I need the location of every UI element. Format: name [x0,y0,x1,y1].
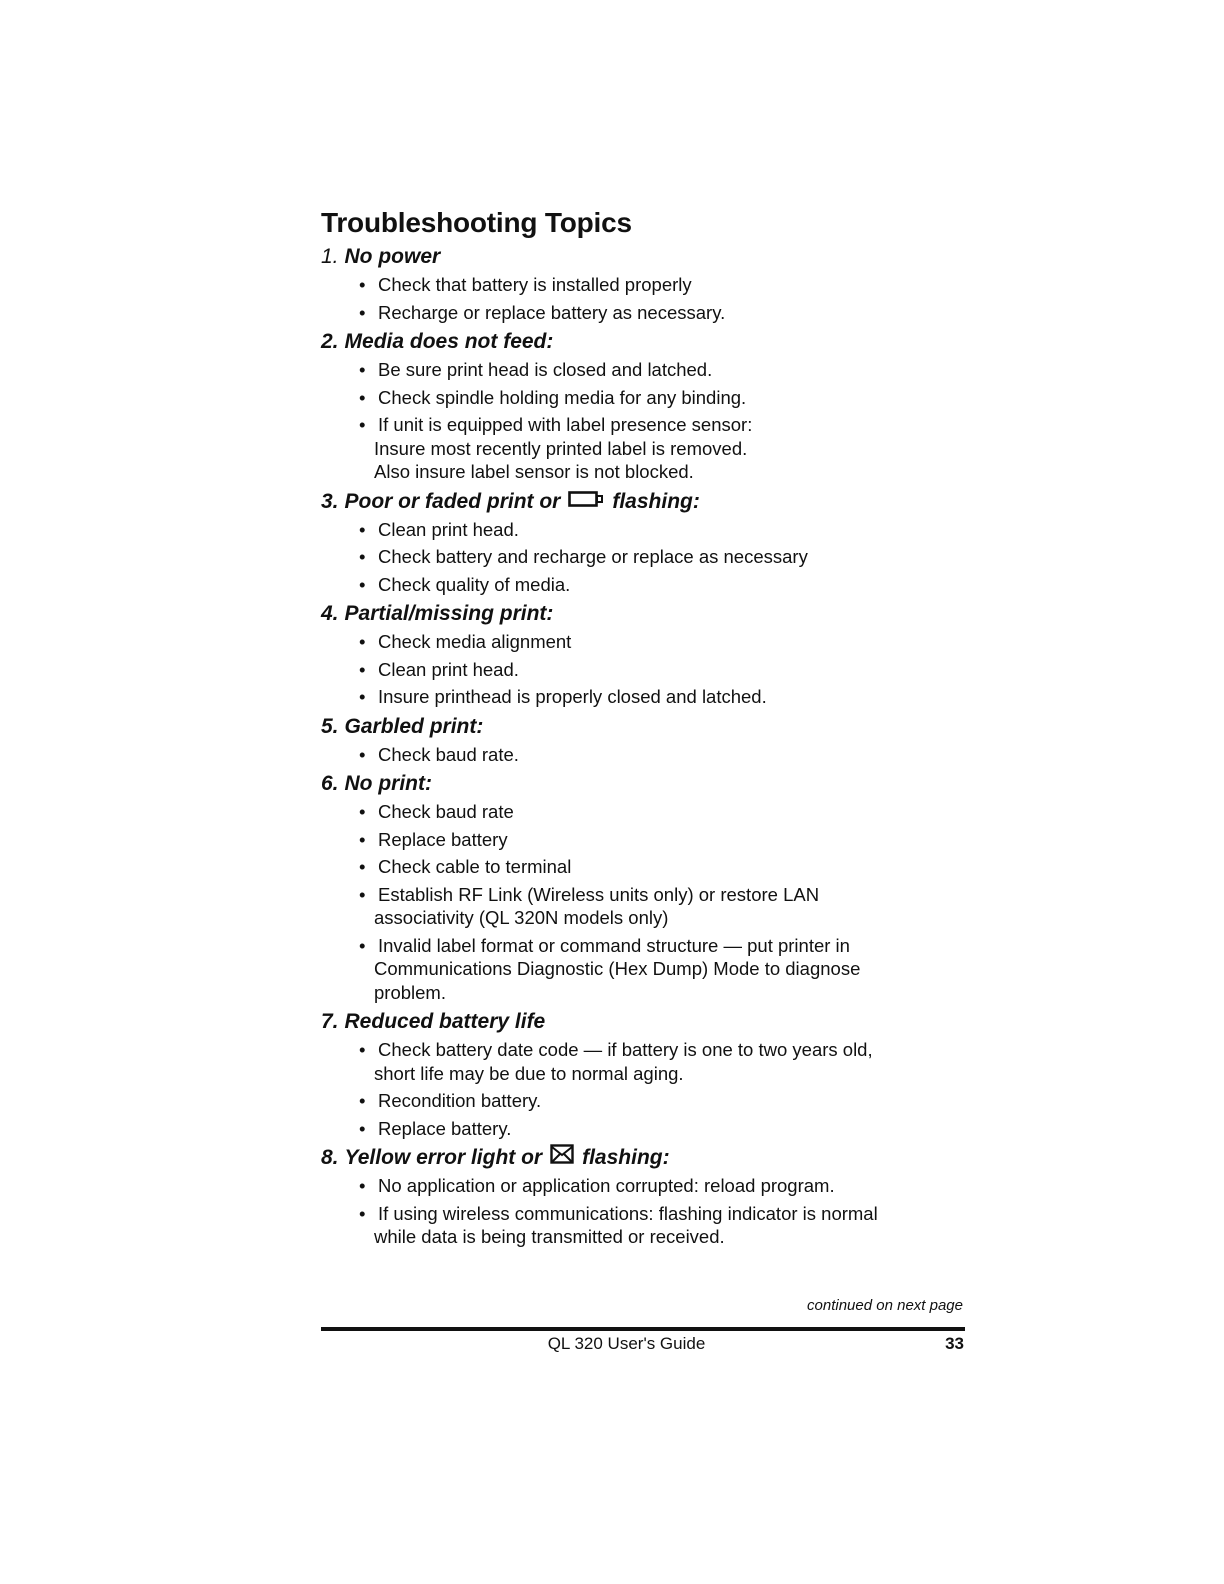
bullet-line: Clean print head. [378,658,519,680]
page-title: Troubleshooting Topics [321,207,632,238]
bullet-item [359,358,964,382]
bullet-list [321,630,964,709]
topic-heading [321,1008,964,1036]
bullet-line: problem. [374,981,446,1003]
page-number: 33 [945,1334,964,1353]
bullet-item [359,1202,964,1249]
bullet-item [359,545,964,569]
bullet-line: If unit is equipped with label presence sensor: [378,414,753,435]
bullet-list [321,743,964,767]
topic-section [321,600,964,709]
bullet-line: Insure most recently printed label is removed. [374,437,748,459]
topic-heading-text: No print: [344,772,432,795]
bullet-line: associativity (QL 320N models only) [374,907,669,928]
bullet-glyph: • [359,631,366,652]
bullet-line: Check baud rate. [378,743,519,765]
battery-icon [568,488,604,516]
bullet-glyph: • [359,658,366,680]
bullet-item [359,685,964,709]
bullet-item [359,658,964,682]
bullet-line: Recharge or replace battery as necessary. [378,301,726,323]
bullet-list [321,358,964,484]
topic-heading [321,1144,964,1172]
bullet-line: Check battery and recharge or replace as necessary [378,546,808,567]
bullet-item [359,386,964,410]
bullet-line: short life may be due to normal aging. [374,1062,684,1084]
bullet-glyph: • [359,359,366,380]
topic-section [321,328,964,484]
topic-heading [321,600,964,628]
page-content [321,203,964,1253]
bullet-glyph: • [359,856,366,877]
bullet-glyph: • [359,1117,366,1139]
bullet-line: Clean print head. [378,518,519,540]
bullet-line: Check quality of media. [378,573,571,595]
bullet-line: Invalid label format or command structure — put printer in [378,934,850,956]
bullet-line: while data is being transmitted or received. [374,1226,725,1247]
bullet-glyph: • [359,1202,366,1224]
topic-heading [321,488,964,516]
topic-heading-text: flashing: [582,1146,670,1169]
bullet-list [321,1038,964,1140]
bullet-glyph: • [359,573,366,595]
topic-heading-text: flashing: [612,489,700,513]
bullet-glyph: • [359,414,366,435]
topic-heading-text: Yellow error light or [344,1146,543,1169]
footer-rule [321,1327,965,1331]
footer-guide-title: QL 320 User's Guide [547,1334,706,1353]
bullet-glyph: • [359,1039,366,1060]
topic-heading [321,770,964,798]
bullet-line: Recondition battery. [378,1090,542,1111]
topic-heading-text: No power [344,245,441,268]
topic-number: 3. [321,489,339,513]
bullet-line: No application or application corrupted: reload program. [378,1175,835,1196]
bullet-line: Insure printhead is properly closed and latched. [378,686,767,707]
bullet-item [359,1038,964,1085]
topic-heading [321,328,964,356]
topic-heading [321,713,964,741]
bullet-line: Check cable to terminal [378,856,572,877]
continued-note: continued on next page [807,1297,963,1314]
bullet-item [359,1117,964,1141]
bullet-list [321,1174,964,1249]
topic-number: 6. [321,772,339,795]
topic-heading-text: Poor or faded print or [344,489,561,513]
bullet-item [359,301,964,325]
topic-section [321,1008,964,1140]
bullet-glyph: • [359,1090,366,1111]
topic-number: 1. [321,245,339,268]
bullet-item [359,883,964,930]
bullet-glyph: • [359,828,366,850]
bullet-line: Replace battery. [378,1117,512,1139]
bullet-item [359,828,964,852]
topic-number: 7. [321,1010,339,1033]
bullet-line: Also insure label sensor is not blocked. [374,461,694,482]
bullet-line: Replace battery [378,828,508,850]
bullet-line: Check spindle holding media for any binding. [378,386,747,408]
bullet-glyph: • [359,518,366,540]
bullet-glyph: • [359,1175,366,1196]
bullet-list [321,800,964,1004]
topic-heading-text: Garbled print: [344,714,484,738]
bullet-line: Check that battery is installed properly [378,274,692,295]
bullet-line: Check baud rate [378,801,514,822]
topic-section [321,488,964,597]
bullet-list [321,273,964,324]
bullet-line: Establish RF Link (Wireless units only) or restore LAN [378,883,820,905]
topic-heading-text: Partial/missing print: [344,602,554,625]
bullet-glyph: • [359,386,366,408]
topic-number: 5. [321,714,339,738]
bullet-glyph: • [359,274,366,295]
bullet-line: Communications Diagnostic (Hex Dump) Mode to diagnose [374,958,861,979]
bullet-glyph: • [359,934,366,956]
topics-list [321,243,964,1249]
bullet-line: Check media alignment [378,631,572,652]
bullet-glyph: • [359,801,366,822]
bullet-item [359,573,964,597]
topic-number: 4. [321,602,339,625]
topic-number: 8. [321,1146,339,1169]
bullet-glyph: • [359,743,366,765]
topic-section [321,770,964,1004]
bullet-line: Be sure print head is closed and latched. [378,359,713,380]
bullet-line: Check battery date code — if battery is one to two years old, [378,1039,873,1060]
topic-section [321,713,964,767]
bullet-item [359,413,964,484]
bullet-item [359,630,964,654]
topic-heading-text: Reduced battery life [344,1010,546,1033]
bullet-line: If using wireless communications: flashing indicator is normal [378,1202,878,1224]
bullet-item [359,800,964,824]
topic-section [321,1144,964,1249]
bullet-item [359,934,964,1005]
topic-heading-text: Media does not feed: [344,330,554,353]
envelope-error-icon [550,1144,574,1172]
bullet-glyph: • [359,546,366,567]
bullet-item [359,1089,964,1113]
topic-section [321,243,964,324]
topic-number: 2. [321,330,339,353]
bullet-glyph: • [359,686,366,707]
bullet-item [359,855,964,879]
bullet-glyph: • [359,301,366,323]
bullet-list [321,518,964,597]
topic-heading [321,243,964,271]
bullet-item [359,273,964,297]
bullet-item [359,1174,964,1198]
bullet-item [359,743,964,767]
bullet-glyph: • [359,883,366,905]
bullet-item [359,518,964,542]
